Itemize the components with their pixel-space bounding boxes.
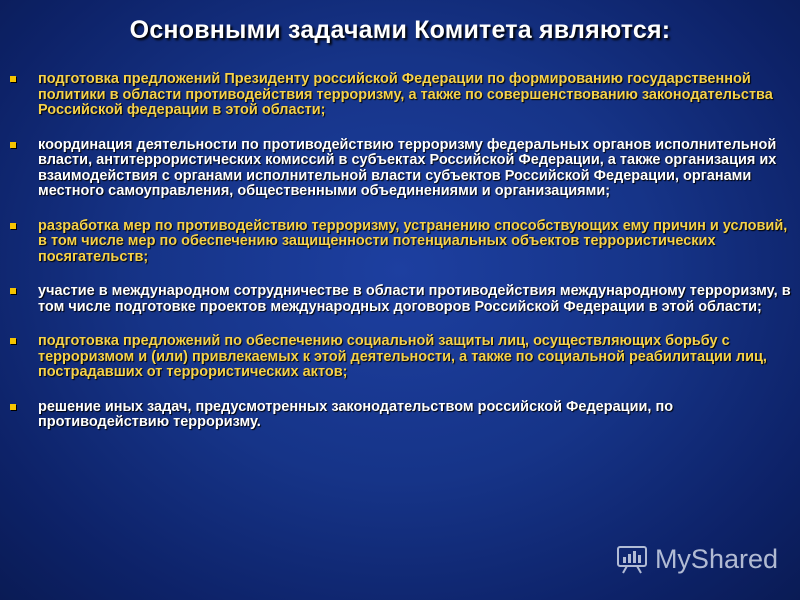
list-item-text: решение иных задач, предусмотренных законодательством российской Федерации, по противодействию терроризму. — [38, 398, 674, 430]
list-item — [8, 284, 793, 315]
list-item — [8, 400, 793, 431]
slide-title: Основными задачами Комитета являются: — [129, 16, 671, 44]
bullet-icon — [10, 223, 16, 229]
list-item — [8, 219, 793, 266]
task-list — [8, 72, 793, 450]
bullet-icon — [10, 288, 16, 294]
list-item — [8, 334, 793, 381]
watermark-text: MyShared — [654, 543, 778, 574]
bullet-icon — [10, 338, 16, 344]
list-item — [8, 138, 793, 200]
list-item-text: подготовка предложений по обеспечению социальной защиты лиц, осуществляющих борьбу с терроризмом и (или) привлекаемых к этой деятельности, а также по социальной реабилитации лиц, пострадавших от террористических актов; — [38, 333, 767, 380]
bullet-icon — [10, 142, 16, 148]
presentation-board-icon — [615, 542, 649, 576]
bullet-icon — [10, 76, 16, 82]
list-item-text: участие в международном сотрудничестве в области противодействия международному терроризму, в том числе подготовке проектов международных договоров Российской Федерации в этой области; — [38, 283, 791, 315]
list-item-text: разработка мер по противодействию терроризму, устранению способствующих ему причин и условий, в том числе мер по обеспечению защищенности потенциальных объектов террористических посягательств; — [38, 217, 788, 265]
list-item — [8, 72, 793, 119]
list-item-text: подготовка предложений Президенту российской Федерации по формированию государственной политики в области противодействия терроризму, а также по совершенствованию законодательства Российской федерации в этой области; — [38, 71, 773, 118]
watermark[interactable] — [615, 542, 778, 576]
bullet-icon — [10, 404, 16, 410]
list-item-text: координация деятельности по противодействию терроризму федеральных органов исполнительной власти, антитеррористических комиссий в субъектах Российской Федерации, а также организация их взаимодействия с органами исполнительной власти субъектов Российской Федерации, органами местного самоуправления, общественными объединениями и организациями; — [38, 136, 777, 199]
